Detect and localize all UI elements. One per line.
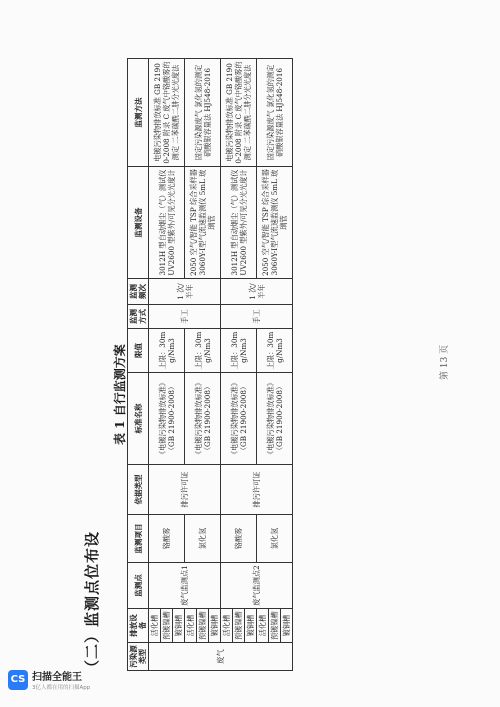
camscanner-logo-icon: CS	[8, 670, 28, 690]
device-cell: 镀铜槽	[173, 609, 185, 643]
item-cell: 铬酸雾	[149, 515, 185, 563]
method-cell: 电镀污染物排放标准 GB 21900-2008 附录 C 废气中铬酸雾的测定 二苯碳酰二肼分光光度法	[149, 59, 185, 167]
frequency-cell: 1 次/半年	[149, 279, 221, 305]
header-cell: 标准名称	[128, 373, 149, 465]
page-number: 第 13 页	[440, 344, 450, 380]
watermark-tagline: 3亿人都在用的扫描App	[32, 685, 91, 691]
equipment-cell: 3012H 型自动烟尘（气）测试仪 UV2600 型紫外/可见分光光度计	[221, 167, 257, 279]
device-cell: 活化槽	[221, 609, 233, 643]
item-cell: 氯化氢	[185, 515, 221, 563]
header-cell: 监测方法	[128, 59, 149, 167]
mode-cell: 手工	[149, 305, 221, 329]
device-cell: 活化槽	[185, 609, 197, 643]
header-cell: 监测设备	[128, 167, 149, 279]
item-cell: 铬酸雾	[221, 515, 257, 563]
device-cell: 预镀镍槽	[197, 609, 209, 643]
header-cell: 依据类型	[128, 465, 149, 515]
standard-cell: 《电镀污染物排放标准》（GB 21900-2008）	[185, 373, 221, 465]
monitoring-point-cell: 废气监测点2	[221, 563, 293, 609]
limit-cell: 上限：30mg/Nm3	[149, 329, 185, 373]
device-cell: 镀铜槽	[281, 609, 293, 643]
table-row	[221, 59, 233, 671]
watermark-app-name: 扫描全能王	[32, 672, 82, 683]
device-cell: 预镀镍槽	[269, 609, 281, 643]
item-cell: 氯化氢	[257, 515, 293, 563]
frequency-cell: 1 次/半年	[221, 279, 293, 305]
device-cell: 活化槽	[149, 609, 161, 643]
method-cell: 电镀污染物排放标准 GB 21900-2008 附录 C 废气中铬酸雾的测定 二苯碳酰二肼分光光度法	[221, 59, 257, 167]
table-header-row	[128, 59, 149, 671]
monitoring-point-cell: 废气监测点1	[149, 563, 221, 609]
header-cell: 污染源类型	[128, 643, 149, 671]
monitoring-plan-table	[127, 58, 293, 671]
device-cell: 镀铜槽	[245, 609, 257, 643]
limit-cell: 上限：30mg/Nm3	[257, 329, 293, 373]
section-heading: （二）监测点位布设	[83, 530, 101, 675]
device-cell: 镀铜槽	[209, 609, 221, 643]
device-cell: 预镀镍槽	[233, 609, 245, 643]
limit-cell: 上限：30mg/Nm3	[185, 329, 221, 373]
rotated-document	[75, 55, 450, 675]
camscanner-watermark	[8, 668, 90, 691]
standard-cell: 《电镀污染物排放标准》（GB 21900-2008）	[149, 373, 185, 465]
device-cell: 预镀镍槽	[161, 609, 173, 643]
equipment-cell: 2050 空气/智能 TSP 综合采样器 3060Y-Ⅰ型气流速监测仪 5mL 玻璃管	[185, 167, 221, 279]
equipment-cell: 3012H 型自动烟尘（气）测试仪 UV2600 型紫外/可见分光光度计	[149, 167, 185, 279]
basis-cell: 排污许可证	[149, 465, 221, 515]
header-cell: 监测方式	[128, 305, 149, 329]
standard-cell: 《电镀污染物排放标准》（GB 21900-2008）	[257, 373, 293, 465]
basis-cell: 排污许可证	[221, 465, 293, 515]
mode-cell: 手工	[221, 305, 293, 329]
table-title: 表 1 自行监测方案	[113, 344, 127, 445]
limit-cell: 上限：30mg/Nm3	[221, 329, 257, 373]
header-cell: 限值	[128, 329, 149, 373]
header-cell: 监测点	[128, 563, 149, 609]
header-cell: 排放设备	[128, 609, 149, 643]
standard-cell: 《电镀污染物排放标准》（GB 21900-2008）	[221, 373, 257, 465]
header-cell: 监测频次	[128, 279, 149, 305]
device-cell: 活化槽	[257, 609, 269, 643]
table-row	[149, 59, 161, 671]
method-cell: 固定污染源废气 氯化氢的测定 硝酸银容量法 HJ548-2016	[185, 59, 221, 167]
equipment-cell: 2050 空气/智能 TSP 综合采样器 3060Y-Ⅰ型气流速监测仪 5mL 玻璃管	[257, 167, 293, 279]
source-type-cell: 废气	[149, 643, 293, 671]
method-cell: 固定污染源废气 氯化氢的测定 硝酸银容量法 HJ548-2016	[257, 59, 293, 167]
header-cell: 监测项目	[128, 515, 149, 563]
